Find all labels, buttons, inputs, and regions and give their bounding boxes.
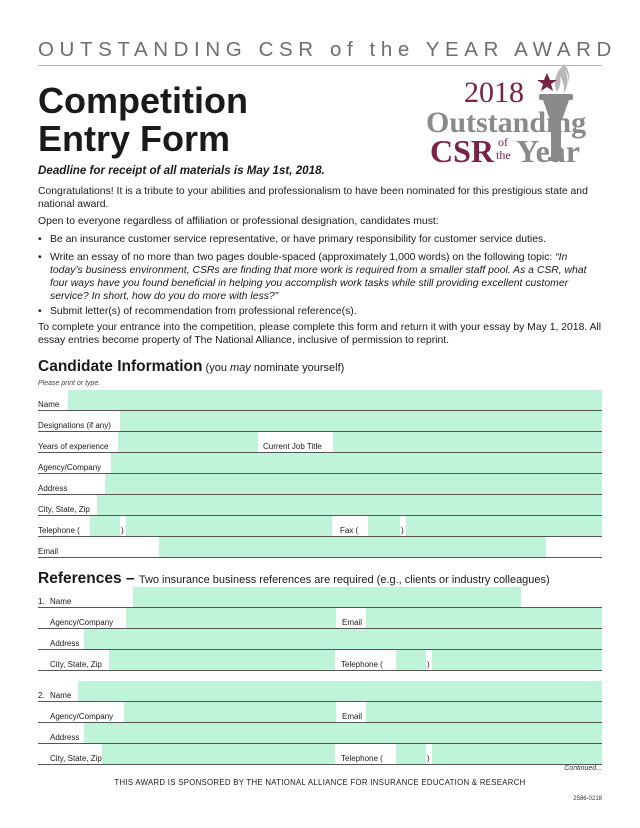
reference-2-phone-field[interactable] bbox=[432, 744, 602, 764]
reference-2-name-row bbox=[38, 681, 602, 702]
reference-telephone-close-paren: ) bbox=[427, 660, 430, 669]
references-heading-note: Two insurance business references are required (e.g., clients or industry colleagues) bbox=[138, 574, 550, 586]
candidate-fax-field[interactable] bbox=[406, 516, 602, 536]
address-label: Address bbox=[38, 484, 68, 493]
essay-topic: “In today’s business environment, CSRs are finding that more work is required from a smaller staff pool. As a CSR, what four ways have you found beneficial in helping you accomplish work tasks while still providing excellent customer service? In short, how do you do more with less?” bbox=[50, 252, 587, 302]
reference-1-agency-row bbox=[38, 608, 602, 629]
requirement-text: Submit letter(s) of recommendation from professional reference(s). bbox=[50, 306, 357, 317]
form-code: 2586-0218 bbox=[573, 796, 602, 802]
reference-telephone-close-paren: ) bbox=[427, 754, 430, 763]
candidate-designations-row bbox=[38, 411, 602, 432]
candidate-heading-text: Candidate Information bbox=[38, 358, 203, 375]
email-label: Email bbox=[38, 547, 59, 556]
reference-2-address-field[interactable] bbox=[84, 723, 602, 743]
fax-close-paren: ) bbox=[401, 526, 404, 535]
deadline-text: Deadline for receipt of all materials is May 1st, 2018. bbox=[38, 164, 325, 177]
references-heading-text: References – bbox=[38, 570, 135, 587]
title-line-1: Competition bbox=[38, 80, 248, 121]
eligibility-paragraph: Open to everyone regardless of affiliation or professional designation, candidates must: bbox=[38, 216, 439, 227]
reference-address-label: Address bbox=[50, 733, 80, 742]
candidate-phone-area-field[interactable] bbox=[90, 516, 120, 536]
logo-the: the bbox=[496, 148, 511, 162]
requirement-item bbox=[38, 251, 602, 303]
candidate-heading-note: (you bbox=[202, 362, 230, 374]
candidate-years-field[interactable] bbox=[118, 432, 258, 452]
reference-1-email-field[interactable] bbox=[366, 608, 602, 628]
reference-1-address-field[interactable] bbox=[84, 629, 602, 649]
candidate-fax-area-field[interactable] bbox=[368, 516, 400, 536]
reference-1-address-row bbox=[38, 629, 602, 650]
reference-1-agency-field[interactable] bbox=[126, 608, 336, 628]
reference-1-name-field[interactable] bbox=[133, 587, 521, 607]
congratulations-paragraph: Congratulations! It is a tribute to your abilities and professionalism to have been nominated for this prestigious state and national award. bbox=[38, 186, 588, 210]
agency-label: Agency/Company bbox=[38, 463, 102, 472]
print-note: Please print or type. bbox=[38, 380, 101, 387]
candidate-address-row bbox=[38, 474, 602, 495]
candidate-phone-row bbox=[38, 516, 602, 537]
logo-outstanding: Outstanding bbox=[426, 106, 587, 139]
candidate-name-row bbox=[38, 390, 602, 411]
candidate-job-title-field[interactable] bbox=[333, 432, 602, 452]
candidate-heading-note-em: may bbox=[230, 362, 251, 374]
reference-number: 1. bbox=[38, 597, 45, 606]
years-label: Years of experience bbox=[38, 442, 109, 451]
requirement-text: Be an insurance customer service representative, or have primary responsibility for customer service duties. bbox=[50, 234, 547, 245]
reference-telephone-label: Telephone ( bbox=[341, 754, 383, 763]
page-title bbox=[38, 82, 248, 158]
award-banner: OUTSTANDING CSR of the YEAR AWARD bbox=[38, 38, 617, 61]
bullet-icon: • bbox=[38, 234, 42, 245]
candidate-email-field[interactable] bbox=[159, 537, 546, 557]
reference-agency-label: Agency/Company bbox=[50, 618, 114, 627]
reference-name-label: Name bbox=[50, 691, 72, 700]
reference-agency-label: Agency/Company bbox=[50, 712, 114, 721]
reference-2-address-row bbox=[38, 723, 602, 744]
award-logo bbox=[424, 58, 604, 166]
candidate-city-row bbox=[38, 495, 602, 516]
reference-1-phone-field[interactable] bbox=[432, 650, 602, 670]
candidate-phone-field[interactable] bbox=[126, 516, 332, 536]
sponsor-line: THIS AWARD IS SPONSORED BY THE NATIONAL ALLIANCE FOR INSURANCE EDUCATION & RESEARCH bbox=[114, 778, 526, 787]
reference-2-agency-row bbox=[38, 702, 602, 723]
award-logo-graphic bbox=[424, 58, 604, 166]
name-label: Name bbox=[38, 400, 60, 409]
bullet-icon: • bbox=[38, 252, 42, 263]
reference-email-label: Email bbox=[342, 618, 363, 627]
logo-year: 2018 bbox=[464, 76, 524, 109]
reference-telephone-label: Telephone ( bbox=[341, 660, 383, 669]
logo-csr: CSR bbox=[430, 133, 495, 166]
candidate-email-row bbox=[38, 537, 602, 558]
candidate-city-field[interactable] bbox=[97, 495, 602, 515]
references-section-heading bbox=[38, 570, 550, 588]
reference-1-city-field[interactable] bbox=[109, 650, 335, 670]
bullet-icon: • bbox=[38, 306, 42, 317]
candidate-agency-row bbox=[38, 453, 602, 474]
candidate-agency-field[interactable] bbox=[111, 453, 602, 473]
reference-2-phone-area-field[interactable] bbox=[396, 744, 426, 764]
essay-requirement: Write an essay of no more than two pages double-spaced (approximately 1,000 words) on the following topic: bbox=[50, 252, 556, 263]
continued-note: Continued... bbox=[564, 765, 602, 772]
reference-city-label: City, State, Zip bbox=[50, 660, 102, 669]
candidate-designations-field[interactable] bbox=[120, 411, 602, 431]
requirement-item bbox=[38, 233, 602, 247]
candidate-section-heading bbox=[38, 358, 344, 376]
fax-label: Fax ( bbox=[340, 526, 359, 535]
city-label: City, State, Zip bbox=[38, 505, 90, 514]
reference-name-label: Name bbox=[50, 597, 72, 606]
reference-2-name-field[interactable] bbox=[78, 681, 602, 701]
star-icon bbox=[537, 73, 557, 91]
logo-year-word: Year bbox=[516, 133, 580, 166]
requirement-item bbox=[38, 305, 602, 319]
reference-1-name-row bbox=[38, 587, 602, 608]
reference-2-city-row bbox=[38, 744, 602, 765]
candidate-name-field[interactable] bbox=[68, 390, 602, 410]
logo-of: of bbox=[498, 135, 508, 149]
requirement-text bbox=[50, 251, 602, 303]
reference-city-label: City, State, Zip bbox=[50, 754, 102, 763]
reference-2-agency-field[interactable] bbox=[124, 702, 336, 722]
reference-1-city-row bbox=[38, 650, 602, 671]
reference-2-email-field[interactable] bbox=[366, 702, 602, 722]
telephone-label: Telephone ( bbox=[38, 526, 80, 535]
designations-label: Designations (if any) bbox=[38, 421, 111, 430]
instructions-paragraph: To complete your entrance into the competition, please complete this form and return it with your essay by May 1, 2018. All essay entries become property of The National Alliance, inclusive of permission to reprint. bbox=[38, 322, 602, 346]
job-title-label: Current Job Title bbox=[263, 442, 322, 451]
reference-email-label: Email bbox=[342, 712, 363, 721]
reference-address-label: Address bbox=[50, 639, 80, 648]
reference-2-city-field[interactable] bbox=[102, 744, 335, 764]
candidate-experience-row bbox=[38, 432, 602, 453]
reference-1-phone-area-field[interactable] bbox=[396, 650, 426, 670]
candidate-address-field[interactable] bbox=[105, 474, 602, 494]
telephone-close-paren: ) bbox=[121, 526, 124, 535]
reference-number: 2. bbox=[38, 691, 45, 700]
title-line-2: Entry Form bbox=[38, 118, 231, 159]
candidate-heading-note-end: nominate yourself) bbox=[250, 362, 345, 374]
